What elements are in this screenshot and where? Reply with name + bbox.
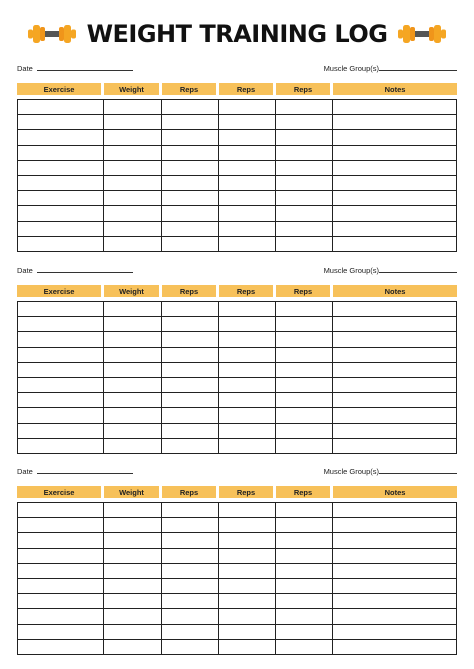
- cell-reps[interactable]: [276, 191, 333, 206]
- cell-reps[interactable]: [276, 206, 333, 221]
- cell-exercise[interactable]: [17, 502, 104, 518]
- cell-reps[interactable]: [162, 625, 219, 640]
- table-row: [17, 191, 457, 206]
- cell-weight[interactable]: [104, 378, 162, 393]
- col-header-reps: Reps: [162, 83, 219, 95]
- cell-notes[interactable]: [333, 609, 457, 624]
- date-line[interactable]: [37, 64, 133, 71]
- cell-reps[interactable]: [219, 549, 276, 564]
- cell-exercise[interactable]: [17, 146, 104, 161]
- cell-notes[interactable]: [333, 625, 457, 640]
- table-row: [17, 146, 457, 161]
- cell-reps[interactable]: [162, 332, 219, 347]
- cell-notes[interactable]: [333, 363, 457, 378]
- cell-notes[interactable]: [333, 130, 457, 145]
- cell-exercise[interactable]: [17, 533, 104, 548]
- cell-reps[interactable]: [276, 115, 333, 130]
- cell-exercise[interactable]: [17, 594, 104, 609]
- cell-reps[interactable]: [219, 609, 276, 624]
- col-header-reps: Reps: [219, 83, 276, 95]
- col-header-exercise: Exercise: [17, 83, 104, 95]
- table-row: [17, 115, 457, 130]
- cell-reps[interactable]: [219, 579, 276, 594]
- table-row: [17, 579, 457, 594]
- date-label: Date: [17, 64, 33, 73]
- cell-reps[interactable]: [219, 393, 276, 408]
- table-row: [17, 594, 457, 609]
- table-row: [17, 502, 457, 518]
- cell-weight[interactable]: [104, 393, 162, 408]
- cell-notes[interactable]: [333, 332, 457, 347]
- muscle-group-field[interactable]: [324, 467, 457, 476]
- cell-exercise[interactable]: [17, 378, 104, 393]
- cell-reps[interactable]: [219, 301, 276, 317]
- col-header-reps: Reps: [219, 285, 276, 297]
- cell-notes[interactable]: [333, 424, 457, 439]
- cell-reps[interactable]: [276, 332, 333, 347]
- cell-reps[interactable]: [219, 222, 276, 237]
- cell-exercise[interactable]: [17, 301, 104, 317]
- table-header-row: [17, 486, 457, 498]
- cell-reps[interactable]: [276, 579, 333, 594]
- cell-reps[interactable]: [162, 191, 219, 206]
- cell-notes[interactable]: [333, 502, 457, 518]
- cell-notes[interactable]: [333, 115, 457, 130]
- cell-weight[interactable]: [104, 408, 162, 423]
- cell-reps[interactable]: [162, 237, 219, 252]
- table-row: [17, 518, 457, 533]
- cell-reps[interactable]: [162, 378, 219, 393]
- date-label: Date: [17, 266, 33, 275]
- cell-exercise[interactable]: [17, 176, 104, 191]
- cell-notes[interactable]: [333, 533, 457, 548]
- cell-exercise[interactable]: [17, 206, 104, 221]
- dumbbell-icon: [397, 20, 447, 48]
- table-row: [17, 332, 457, 347]
- cell-exercise[interactable]: [17, 130, 104, 145]
- cell-reps[interactable]: [219, 130, 276, 145]
- meta-row: [17, 64, 457, 76]
- cell-reps[interactable]: [162, 594, 219, 609]
- table-header-row: [17, 285, 457, 297]
- cell-exercise[interactable]: [17, 549, 104, 564]
- cell-reps[interactable]: [162, 99, 219, 115]
- cell-reps[interactable]: [162, 393, 219, 408]
- cell-reps[interactable]: [162, 609, 219, 624]
- muscle-group-field[interactable]: [324, 266, 457, 275]
- cell-weight[interactable]: [104, 625, 162, 640]
- cell-reps[interactable]: [162, 115, 219, 130]
- table-row: [17, 176, 457, 191]
- cell-reps[interactable]: [219, 99, 276, 115]
- col-header-exercise: Exercise: [17, 486, 104, 498]
- cell-reps[interactable]: [276, 564, 333, 579]
- table-row: [17, 130, 457, 145]
- cell-reps[interactable]: [276, 625, 333, 640]
- date-field[interactable]: [17, 467, 133, 476]
- cell-notes[interactable]: [333, 191, 457, 206]
- date-line[interactable]: [37, 467, 133, 474]
- table-row: [17, 564, 457, 579]
- cell-reps[interactable]: [162, 146, 219, 161]
- cell-reps[interactable]: [219, 363, 276, 378]
- table-row: [17, 408, 457, 423]
- cell-exercise[interactable]: [17, 579, 104, 594]
- cell-reps[interactable]: [219, 378, 276, 393]
- cell-weight[interactable]: [104, 99, 162, 115]
- table-row: [17, 393, 457, 408]
- cell-weight[interactable]: [104, 579, 162, 594]
- cell-reps[interactable]: [162, 301, 219, 317]
- cell-exercise[interactable]: [17, 518, 104, 533]
- cell-weight[interactable]: [104, 206, 162, 221]
- cell-reps[interactable]: [276, 393, 333, 408]
- table-row: [17, 222, 457, 237]
- cell-exercise[interactable]: [17, 609, 104, 624]
- cell-weight[interactable]: [104, 161, 162, 176]
- cell-reps[interactable]: [219, 518, 276, 533]
- cell-reps[interactable]: [276, 301, 333, 317]
- cell-exercise[interactable]: [17, 317, 104, 332]
- cell-notes[interactable]: [333, 518, 457, 533]
- cell-reps[interactable]: [276, 317, 333, 332]
- cell-weight[interactable]: [104, 317, 162, 332]
- cell-notes[interactable]: [333, 99, 457, 115]
- cell-weight[interactable]: [104, 130, 162, 145]
- cell-reps[interactable]: [276, 161, 333, 176]
- cell-exercise[interactable]: [17, 393, 104, 408]
- cell-exercise[interactable]: [17, 625, 104, 640]
- cell-notes[interactable]: [333, 146, 457, 161]
- cell-weight[interactable]: [104, 348, 162, 363]
- cell-reps[interactable]: [219, 161, 276, 176]
- cell-reps[interactable]: [276, 237, 333, 252]
- cell-reps[interactable]: [162, 640, 219, 655]
- table-row: [17, 363, 457, 378]
- cell-exercise[interactable]: [17, 439, 104, 454]
- cell-reps[interactable]: [162, 518, 219, 533]
- cell-weight[interactable]: [104, 115, 162, 130]
- cell-weight[interactable]: [104, 518, 162, 533]
- cell-reps[interactable]: [219, 640, 276, 655]
- cell-reps[interactable]: [162, 549, 219, 564]
- cell-reps[interactable]: [219, 439, 276, 454]
- table-row: [17, 625, 457, 640]
- cell-reps[interactable]: [276, 439, 333, 454]
- cell-weight[interactable]: [104, 363, 162, 378]
- cell-reps[interactable]: [276, 640, 333, 655]
- cell-reps[interactable]: [219, 332, 276, 347]
- muscle-group-line[interactable]: [379, 64, 457, 71]
- cell-reps[interactable]: [276, 533, 333, 548]
- cell-weight[interactable]: [104, 594, 162, 609]
- col-header-notes: Notes: [333, 285, 457, 297]
- col-header-reps: Reps: [219, 486, 276, 498]
- cell-weight[interactable]: [104, 424, 162, 439]
- cell-reps[interactable]: [162, 130, 219, 145]
- cell-reps[interactable]: [219, 146, 276, 161]
- table-row: [17, 424, 457, 439]
- cell-notes[interactable]: [333, 408, 457, 423]
- cell-reps[interactable]: [219, 408, 276, 423]
- cell-exercise[interactable]: [17, 115, 104, 130]
- cell-reps[interactable]: [276, 518, 333, 533]
- cell-notes[interactable]: [333, 237, 457, 252]
- cell-weight[interactable]: [104, 237, 162, 252]
- cell-exercise[interactable]: [17, 332, 104, 347]
- cell-reps[interactable]: [276, 609, 333, 624]
- cell-weight[interactable]: [104, 439, 162, 454]
- cell-notes[interactable]: [333, 317, 457, 332]
- cell-weight[interactable]: [104, 146, 162, 161]
- cell-exercise[interactable]: [17, 408, 104, 423]
- cell-reps[interactable]: [219, 237, 276, 252]
- cell-exercise[interactable]: [17, 348, 104, 363]
- table-row: [17, 99, 457, 115]
- cell-notes[interactable]: [333, 222, 457, 237]
- cell-notes[interactable]: [333, 549, 457, 564]
- table-row: [17, 161, 457, 176]
- table-row: [17, 317, 457, 332]
- table-row: [17, 640, 457, 655]
- cell-reps[interactable]: [276, 408, 333, 423]
- cell-reps[interactable]: [219, 115, 276, 130]
- table-row: [17, 237, 457, 252]
- cell-reps[interactable]: [276, 378, 333, 393]
- table-row: [17, 378, 457, 393]
- cell-reps[interactable]: [162, 161, 219, 176]
- cell-weight[interactable]: [104, 564, 162, 579]
- cell-weight[interactable]: [104, 301, 162, 317]
- muscle-group-label: Muscle Group(s): [323, 467, 379, 476]
- table-row: [17, 439, 457, 454]
- log-section: [17, 467, 457, 497]
- page-title: WEIGHT TRAINING LOG: [86, 20, 388, 48]
- cell-weight[interactable]: [104, 222, 162, 237]
- cell-reps[interactable]: [276, 222, 333, 237]
- table-row: [17, 533, 457, 548]
- cell-reps[interactable]: [219, 191, 276, 206]
- cell-reps[interactable]: [219, 502, 276, 518]
- cell-notes[interactable]: [333, 206, 457, 221]
- cell-reps[interactable]: [219, 625, 276, 640]
- cell-reps[interactable]: [219, 176, 276, 191]
- cell-reps[interactable]: [162, 408, 219, 423]
- cell-reps[interactable]: [219, 424, 276, 439]
- col-header-reps: Reps: [162, 285, 219, 297]
- table-row: [17, 609, 457, 624]
- cell-reps[interactable]: [219, 594, 276, 609]
- table-row: [17, 206, 457, 221]
- log-table: [17, 486, 457, 655]
- muscle-group-field[interactable]: [324, 64, 457, 73]
- cell-weight[interactable]: [104, 191, 162, 206]
- cell-reps[interactable]: [162, 176, 219, 191]
- cell-reps[interactable]: [276, 99, 333, 115]
- cell-notes[interactable]: [333, 579, 457, 594]
- cell-exercise[interactable]: [17, 222, 104, 237]
- log-section: [17, 266, 457, 296]
- cell-reps[interactable]: [162, 502, 219, 518]
- dumbbell-icon: [27, 20, 77, 48]
- date-line[interactable]: [37, 266, 133, 273]
- col-header-reps: Reps: [162, 486, 219, 498]
- col-header-reps: Reps: [276, 83, 333, 95]
- cell-reps[interactable]: [162, 206, 219, 221]
- cell-exercise[interactable]: [17, 161, 104, 176]
- cell-reps[interactable]: [162, 533, 219, 548]
- log-section: [17, 64, 457, 94]
- cell-reps[interactable]: [219, 348, 276, 363]
- table-row: [17, 348, 457, 363]
- date-field[interactable]: [17, 266, 133, 275]
- cell-notes[interactable]: [333, 594, 457, 609]
- col-header-weight: Weight: [104, 83, 162, 95]
- cell-reps[interactable]: [162, 424, 219, 439]
- cell-weight[interactable]: [104, 502, 162, 518]
- cell-exercise[interactable]: [17, 564, 104, 579]
- cell-exercise[interactable]: [17, 99, 104, 115]
- cell-notes[interactable]: [333, 176, 457, 191]
- cell-weight[interactable]: [104, 533, 162, 548]
- cell-reps[interactable]: [219, 317, 276, 332]
- cell-reps[interactable]: [276, 348, 333, 363]
- cell-notes[interactable]: [333, 301, 457, 317]
- muscle-group-line[interactable]: [379, 467, 457, 474]
- cell-reps[interactable]: [219, 564, 276, 579]
- cell-weight[interactable]: [104, 609, 162, 624]
- meta-row: [17, 467, 457, 479]
- cell-notes[interactable]: [333, 378, 457, 393]
- cell-reps[interactable]: [276, 549, 333, 564]
- cell-notes[interactable]: [333, 439, 457, 454]
- col-header-weight: Weight: [104, 486, 162, 498]
- log-table: [17, 83, 457, 252]
- col-header-reps: Reps: [276, 285, 333, 297]
- cell-exercise[interactable]: [17, 424, 104, 439]
- table-header-row: [17, 83, 457, 95]
- cell-reps[interactable]: [162, 363, 219, 378]
- cell-weight[interactable]: [104, 640, 162, 655]
- col-header-exercise: Exercise: [17, 285, 104, 297]
- cell-reps[interactable]: [276, 424, 333, 439]
- cell-weight[interactable]: [104, 549, 162, 564]
- cell-exercise[interactable]: [17, 237, 104, 252]
- cell-notes[interactable]: [333, 393, 457, 408]
- cell-exercise[interactable]: [17, 640, 104, 655]
- col-header-notes: Notes: [333, 486, 457, 498]
- col-header-notes: Notes: [333, 83, 457, 95]
- col-header-reps: Reps: [276, 486, 333, 498]
- cell-reps[interactable]: [219, 206, 276, 221]
- muscle-group-label: Muscle Group(s): [323, 64, 379, 73]
- cell-notes[interactable]: [333, 564, 457, 579]
- date-field[interactable]: [17, 64, 133, 73]
- date-label: Date: [17, 467, 33, 476]
- cell-reps[interactable]: [162, 317, 219, 332]
- cell-reps[interactable]: [276, 363, 333, 378]
- muscle-group-line[interactable]: [379, 266, 457, 273]
- cell-reps[interactable]: [162, 222, 219, 237]
- meta-row: [17, 266, 457, 278]
- cell-weight[interactable]: [104, 176, 162, 191]
- table-row: [17, 549, 457, 564]
- table-row: [17, 301, 457, 317]
- muscle-group-label: Muscle Group(s): [323, 266, 379, 275]
- cell-weight[interactable]: [104, 332, 162, 347]
- page-header: [0, 14, 474, 54]
- cell-reps[interactable]: [276, 176, 333, 191]
- cell-exercise[interactable]: [17, 191, 104, 206]
- cell-reps[interactable]: [162, 439, 219, 454]
- cell-reps[interactable]: [162, 564, 219, 579]
- cell-reps[interactable]: [276, 502, 333, 518]
- cell-reps[interactable]: [276, 594, 333, 609]
- cell-reps[interactable]: [162, 579, 219, 594]
- cell-notes[interactable]: [333, 640, 457, 655]
- col-header-weight: Weight: [104, 285, 162, 297]
- cell-reps[interactable]: [219, 533, 276, 548]
- log-table: [17, 285, 457, 454]
- cell-exercise[interactable]: [17, 363, 104, 378]
- cell-reps[interactable]: [276, 130, 333, 145]
- cell-reps[interactable]: [162, 348, 219, 363]
- cell-reps[interactable]: [276, 146, 333, 161]
- cell-notes[interactable]: [333, 348, 457, 363]
- cell-notes[interactable]: [333, 161, 457, 176]
